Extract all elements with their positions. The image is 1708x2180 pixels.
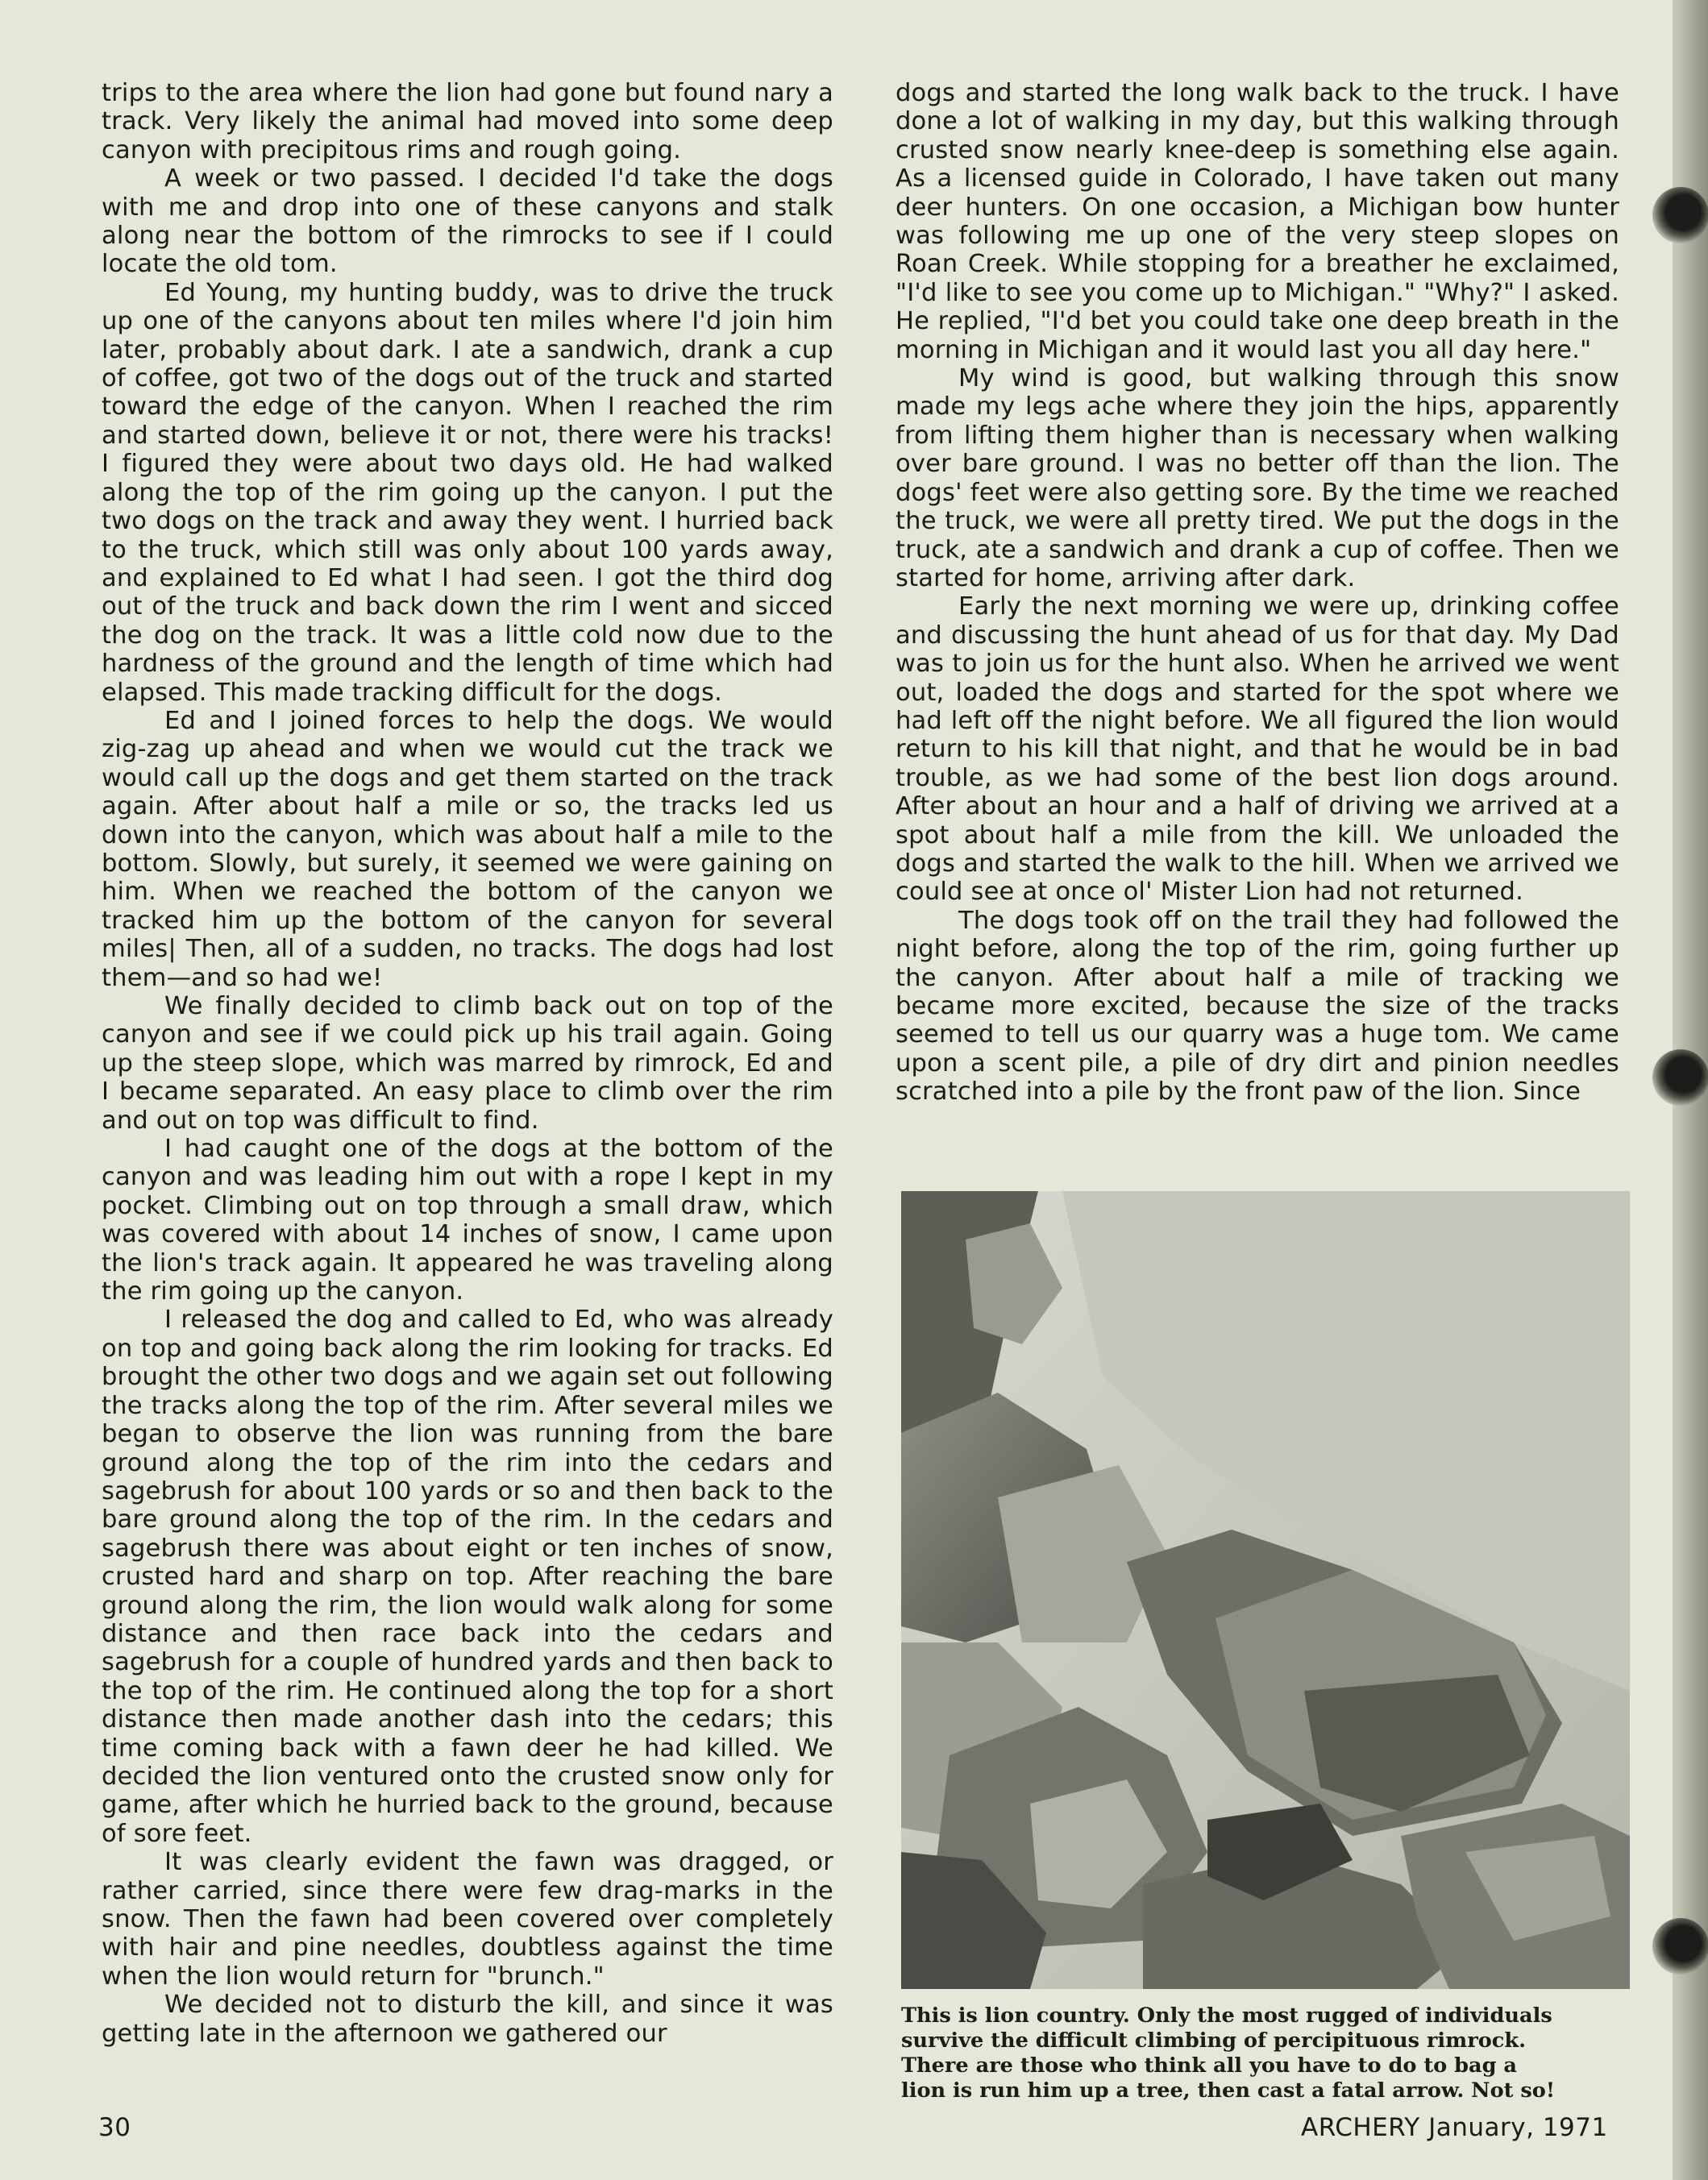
paragraph: The dogs took off on the trail they had followed the night before, along the top of the rim, going further up the canyon. After about half a mile of tracking we became more excited, because the size of the tracks seemed to tell us our quarry was a huge tom. We came upon a scent pile, a pile of dry dirt and pinion needles scratched into a pile by the front paw of the lion. Since bbox=[896, 906, 1619, 1107]
paragraph: It was clearly evident the fawn was dragged, or rather carried, since there were few drag-marks in the snow. Then the fawn had been covered over completely with hair and pine needles, doubtless against the time when the lion would return for "brunch." bbox=[102, 1848, 833, 1991]
page-number: 30 bbox=[98, 2113, 131, 2142]
rimrock-photo bbox=[901, 1191, 1630, 1989]
binder-hole bbox=[1652, 1049, 1708, 1106]
binder-hole bbox=[1652, 187, 1708, 243]
paragraph: I had caught one of the dogs at the bottom of the canyon and was leading him out with a rope I kept in my pocket. Climbing out on top through a small draw, which was covered with about 14 inches of snow, I came upon the lion's track again. It appeared he was traveling along the rim going up the canyon. bbox=[102, 1135, 833, 1306]
paragraph: My wind is good, but walking through this snow made my legs ache where they join the hips, apparently from lifting them higher than is necessary when walking over bare ground. I was no better off than the lion. The dogs' feet were also getting sore. By the time we reached the truck, we were all pretty tired. We put the dogs in the truck, ate a sandwich and drank a cup of coffee. Then we started for home, arriving after dark. bbox=[896, 364, 1619, 592]
paragraph: We decided not to disturb the kill, and since it was getting late in the afternoon we gathered our bbox=[102, 1991, 833, 2048]
paragraph: trips to the area where the lion had gone but found nary a track. Very likely the animal had moved into some deep canyon with precipitous rims and rough going. bbox=[102, 79, 833, 164]
binder-hole bbox=[1652, 1918, 1708, 1974]
caption-line: This is lion country. Only the most rugged of individuals bbox=[901, 2004, 1552, 2028]
photo-caption bbox=[901, 2004, 1631, 2103]
journal-footer: ARCHERY January, 1971 bbox=[1301, 2113, 1608, 2142]
paragraph: Ed Young, my hunting buddy, was to drive the truck up one of the canyons about ten miles where I'd join him later, probably about dark. I ate a sandwich, drank a cup of coffee, got two of the dogs out of the truck and started toward the edge of the canyon. When I reached the rim and started down, believe it or not, there were his tracks! I figured they were about two days old. He had walked along the top of the rim going up the canyon. I put the two dogs on the track and away they went. I hurried back to the truck, which still was only about 100 yards away, and explained to Ed what I had seen. I got the third dog out of the truck and back down the rim I went and sicced the dog on the track. It was a little cold now due to the hardness of the ground and the length of time which had elapsed. This made tracking difficult for the dogs. bbox=[102, 278, 833, 707]
paragraph: Early the next morning we were up, drinking coffee and discussing the hunt ahead of us for that day. My Dad was to join us for the hunt also. When he arrived we went out, loaded the dogs and started for the spot where we had left off the night before. We all figured the lion would return to his kill that night, and that he would be in bad trouble, as we had some of the best lion dogs around. After about an hour and a half of driving we arrived at a spot about half a mile from the kill. We unloaded the dogs and started the walk to the hill. When we arrived we could see at once ol' Mister Lion had not returned. bbox=[896, 592, 1619, 907]
article-column-right bbox=[896, 79, 1619, 1107]
caption-line: lion is run him up a tree, then cast a fatal arrow. Not so! bbox=[901, 2078, 1556, 2103]
article-column-left bbox=[102, 79, 833, 2048]
paragraph: I released the dog and called to Ed, who was already on top and going back along the rim looking for tracks. Ed brought the other two dogs and we again set out following the tracks along the top of the rim. After several miles we began to observe the lion was running from the bare ground along the top of the rim into the cedars and sagebrush for about 100 yards or so and then back to the bare ground along the top of the rim. In the cedars and sagebrush there was about eight or ten inches of snow, crusted hard and sharp on top. After reaching the bare ground along the rim, the lion would walk along for some distance and then race back into the cedars and sagebrush for a couple of hundred yards and then back to the top of the rim. He continued along the top for a short distance then made another dash into the cedars; this time coming back with a fawn deer he had killed. We decided the lion ventured onto the crusted snow only for game, after which he hurried back to the ground, because of sore feet. bbox=[102, 1306, 833, 1848]
caption-line: survive the difficult climbing of percipituous rimrock. bbox=[901, 2028, 1526, 2053]
paragraph: Ed and I joined forces to help the dogs. We would zig-zag up ahead and when we would cut the track we would call up the dogs and get them started on the track again. After about half a mile or so, the tracks led us down into the canyon, which was about half a mile to the bottom. Slowly, but surely, it seemed we were gaining on him. When we reached the bottom of the canyon we tracked him up the bottom of the canyon for several miles| Then, all of a sudden, no tracks. The dogs had lost them—and so had we! bbox=[102, 706, 833, 992]
paragraph: A week or two passed. I decided I'd take the dogs with me and drop into one of these canyons and stalk along near the bottom of the rimrocks to see if I could locate the old tom. bbox=[102, 164, 833, 279]
caption-line: There are those who think all you have to do to bag a bbox=[901, 2053, 1518, 2078]
paragraph: We finally decided to climb back out on top of the canyon and see if we could pick up his trail again. Going up the steep slope, which was marred by rimrock, Ed and I became separated. An easy place to climb over the rim and out on top was difficult to find. bbox=[102, 992, 833, 1135]
paragraph: dogs and started the long walk back to the truck. I have done a lot of walking in my day, but this walking through crusted snow nearly knee-deep is something else again. As a licensed guide in Colorado, I have taken out many deer hunters. On one occasion, a Michigan bow hunter was following me up one of the very steep slopes on Roan Creek. While stopping for a breather he exclaimed, "I'd like to see you come up to Michigan." "Why?" I asked. He replied, "I'd bet you could take one deep breath in the morning in Michigan and it would last you all day here." bbox=[896, 79, 1619, 364]
